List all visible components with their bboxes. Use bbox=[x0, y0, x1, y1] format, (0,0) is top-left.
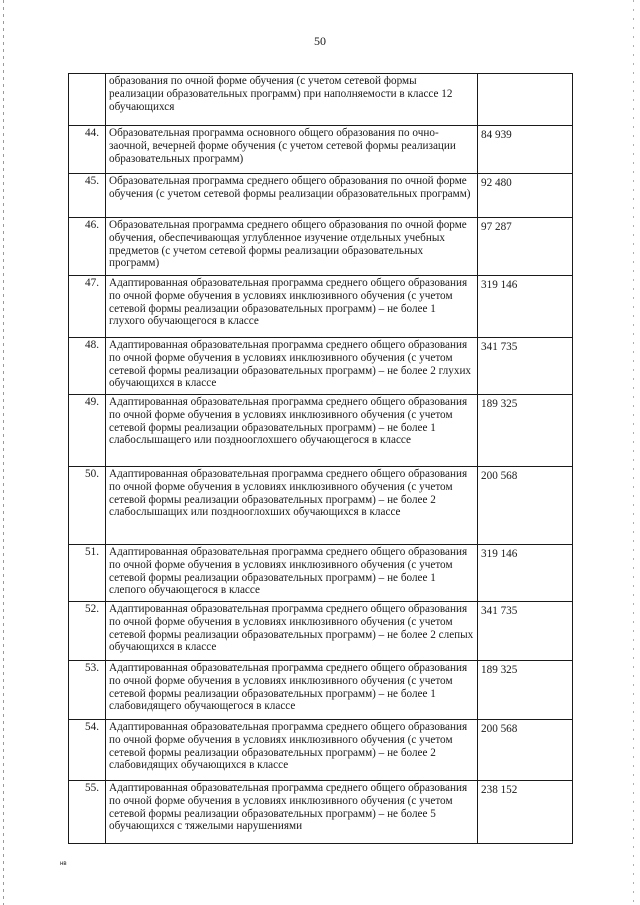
table-row bbox=[69, 74, 573, 126]
footer-mark: нв bbox=[60, 861, 67, 867]
row-number: 48. bbox=[69, 338, 106, 395]
program-description: Адаптированная образовательная программа среднего общего образования по очной форме обучения в условиях инклюзивного обучения (с учетом сетевой формы реализации образовательных программ) – не более 1 слепого обучающегося в классе bbox=[106, 545, 478, 602]
program-description: Образовательная программа основного общего образования по очно-заочной, вечерней форме обучения (с учетом сетевой формы реализации образовательных программ) bbox=[106, 126, 478, 174]
table-row bbox=[69, 545, 573, 602]
tariff-table bbox=[68, 73, 573, 844]
norm-value: 97 287 bbox=[478, 218, 573, 276]
row-number: 54. bbox=[69, 720, 106, 781]
program-description: Адаптированная образовательная программа среднего общего образования по очной форме обучения в условиях инклюзивного обучения (с учетом сетевой формы реализации образовательных программ) – не более 2 глухих обучающихся в классе bbox=[106, 338, 478, 395]
program-description: Адаптированная образовательная программа среднего общего образования по очной форме обучения в условиях инклюзивного обучения (с учетом сетевой формы реализации образовательных программ) – не более 1 глухого обучающегося в классе bbox=[106, 276, 478, 338]
norm-value bbox=[478, 74, 573, 126]
table-row bbox=[69, 720, 573, 781]
norm-value: 92 480 bbox=[478, 174, 573, 218]
norm-value: 238 152 bbox=[478, 781, 573, 844]
row-number: 53. bbox=[69, 661, 106, 720]
program-description: Образовательная программа среднего общего образования по очной форме обучения (с учетом сетевой формы реализации образовательных программ) bbox=[106, 174, 478, 218]
program-description: Адаптированная образовательная программа среднего общего образования по очной форме обучения в условиях инклюзивного обучения (с учетом сетевой формы реализации образовательных программ) – не более 2 слабовидящих обучающихся в классе bbox=[106, 720, 478, 781]
norm-value: 189 325 bbox=[478, 661, 573, 720]
norm-value: 341 735 bbox=[478, 338, 573, 395]
table-row bbox=[69, 338, 573, 395]
table-row bbox=[69, 661, 573, 720]
norm-value: 341 735 bbox=[478, 602, 573, 661]
table-row bbox=[69, 395, 573, 467]
norm-value: 319 146 bbox=[478, 545, 573, 602]
program-description: Образовательная программа среднего общего образования по очной форме обучения, обеспечивающая углубленное изучение отдельных учебных предметов (с учетом сетевой формы реализации образовательных программ) bbox=[106, 218, 478, 276]
row-number: 52. bbox=[69, 602, 106, 661]
norm-value: 200 568 bbox=[478, 720, 573, 781]
table-row bbox=[69, 218, 573, 276]
norm-value: 189 325 bbox=[478, 395, 573, 467]
page-number: 50 bbox=[314, 34, 326, 48]
scan-edge-left bbox=[3, 0, 4, 905]
row-number: 45. bbox=[69, 174, 106, 218]
program-description: образования по очной форме обучения (с учетом сетевой формы реализации образовательных программ) при наполняемости в классе 12 обучающихся bbox=[106, 74, 478, 126]
table-row bbox=[69, 174, 573, 218]
row-number: 51. bbox=[69, 545, 106, 602]
program-description: Адаптированная образовательная программа среднего общего образования по очной форме обучения в условиях инклюзивного обучения (с учетом сетевой формы реализации образовательных программ) – не более 2 слепых обучающихся в классе bbox=[106, 602, 478, 661]
table-row bbox=[69, 126, 573, 174]
scan-edge-right bbox=[633, 0, 634, 905]
norm-value: 84 939 bbox=[478, 126, 573, 174]
program-description: Адаптированная образовательная программа среднего общего образования по очной форме обучения в условиях инклюзивного обучения (с учетом сетевой формы реализации образовательных программ) – не более 2 слабослышащих или позднооглохших обучающихся в классе bbox=[106, 467, 478, 545]
row-number: 47. bbox=[69, 276, 106, 338]
norm-value: 200 568 bbox=[478, 467, 573, 545]
program-description: Адаптированная образовательная программа среднего общего образования по очной форме обучения в условиях инклюзивного обучения (с учетом сетевой формы реализации образовательных программ) – не более 1 слабовидящего обучающегося в классе bbox=[106, 661, 478, 720]
row-number: 46. bbox=[69, 218, 106, 276]
program-description: Адаптированная образовательная программа среднего общего образования по очной форме обучения в условиях инклюзивного обучения (с учетом сетевой формы реализации образовательных программ) – не более 5 обучающихся с тяжелыми нарушениями bbox=[106, 781, 478, 844]
norm-value: 319 146 bbox=[478, 276, 573, 338]
row-number: 44. bbox=[69, 126, 106, 174]
row-number: 55. bbox=[69, 781, 106, 844]
row-number: 49. bbox=[69, 395, 106, 467]
program-description: Адаптированная образовательная программа среднего общего образования по очной форме обучения в условиях инклюзивного обучения (с учетом сетевой формы реализации образовательных программ) – не более 1 слабослышащего или позднооглохшего обучающегося в классе bbox=[106, 395, 478, 467]
table-row bbox=[69, 602, 573, 661]
row-number: 50. bbox=[69, 467, 106, 545]
table-row bbox=[69, 781, 573, 844]
table-row bbox=[69, 276, 573, 338]
row-number bbox=[69, 74, 106, 126]
table-row bbox=[69, 467, 573, 545]
